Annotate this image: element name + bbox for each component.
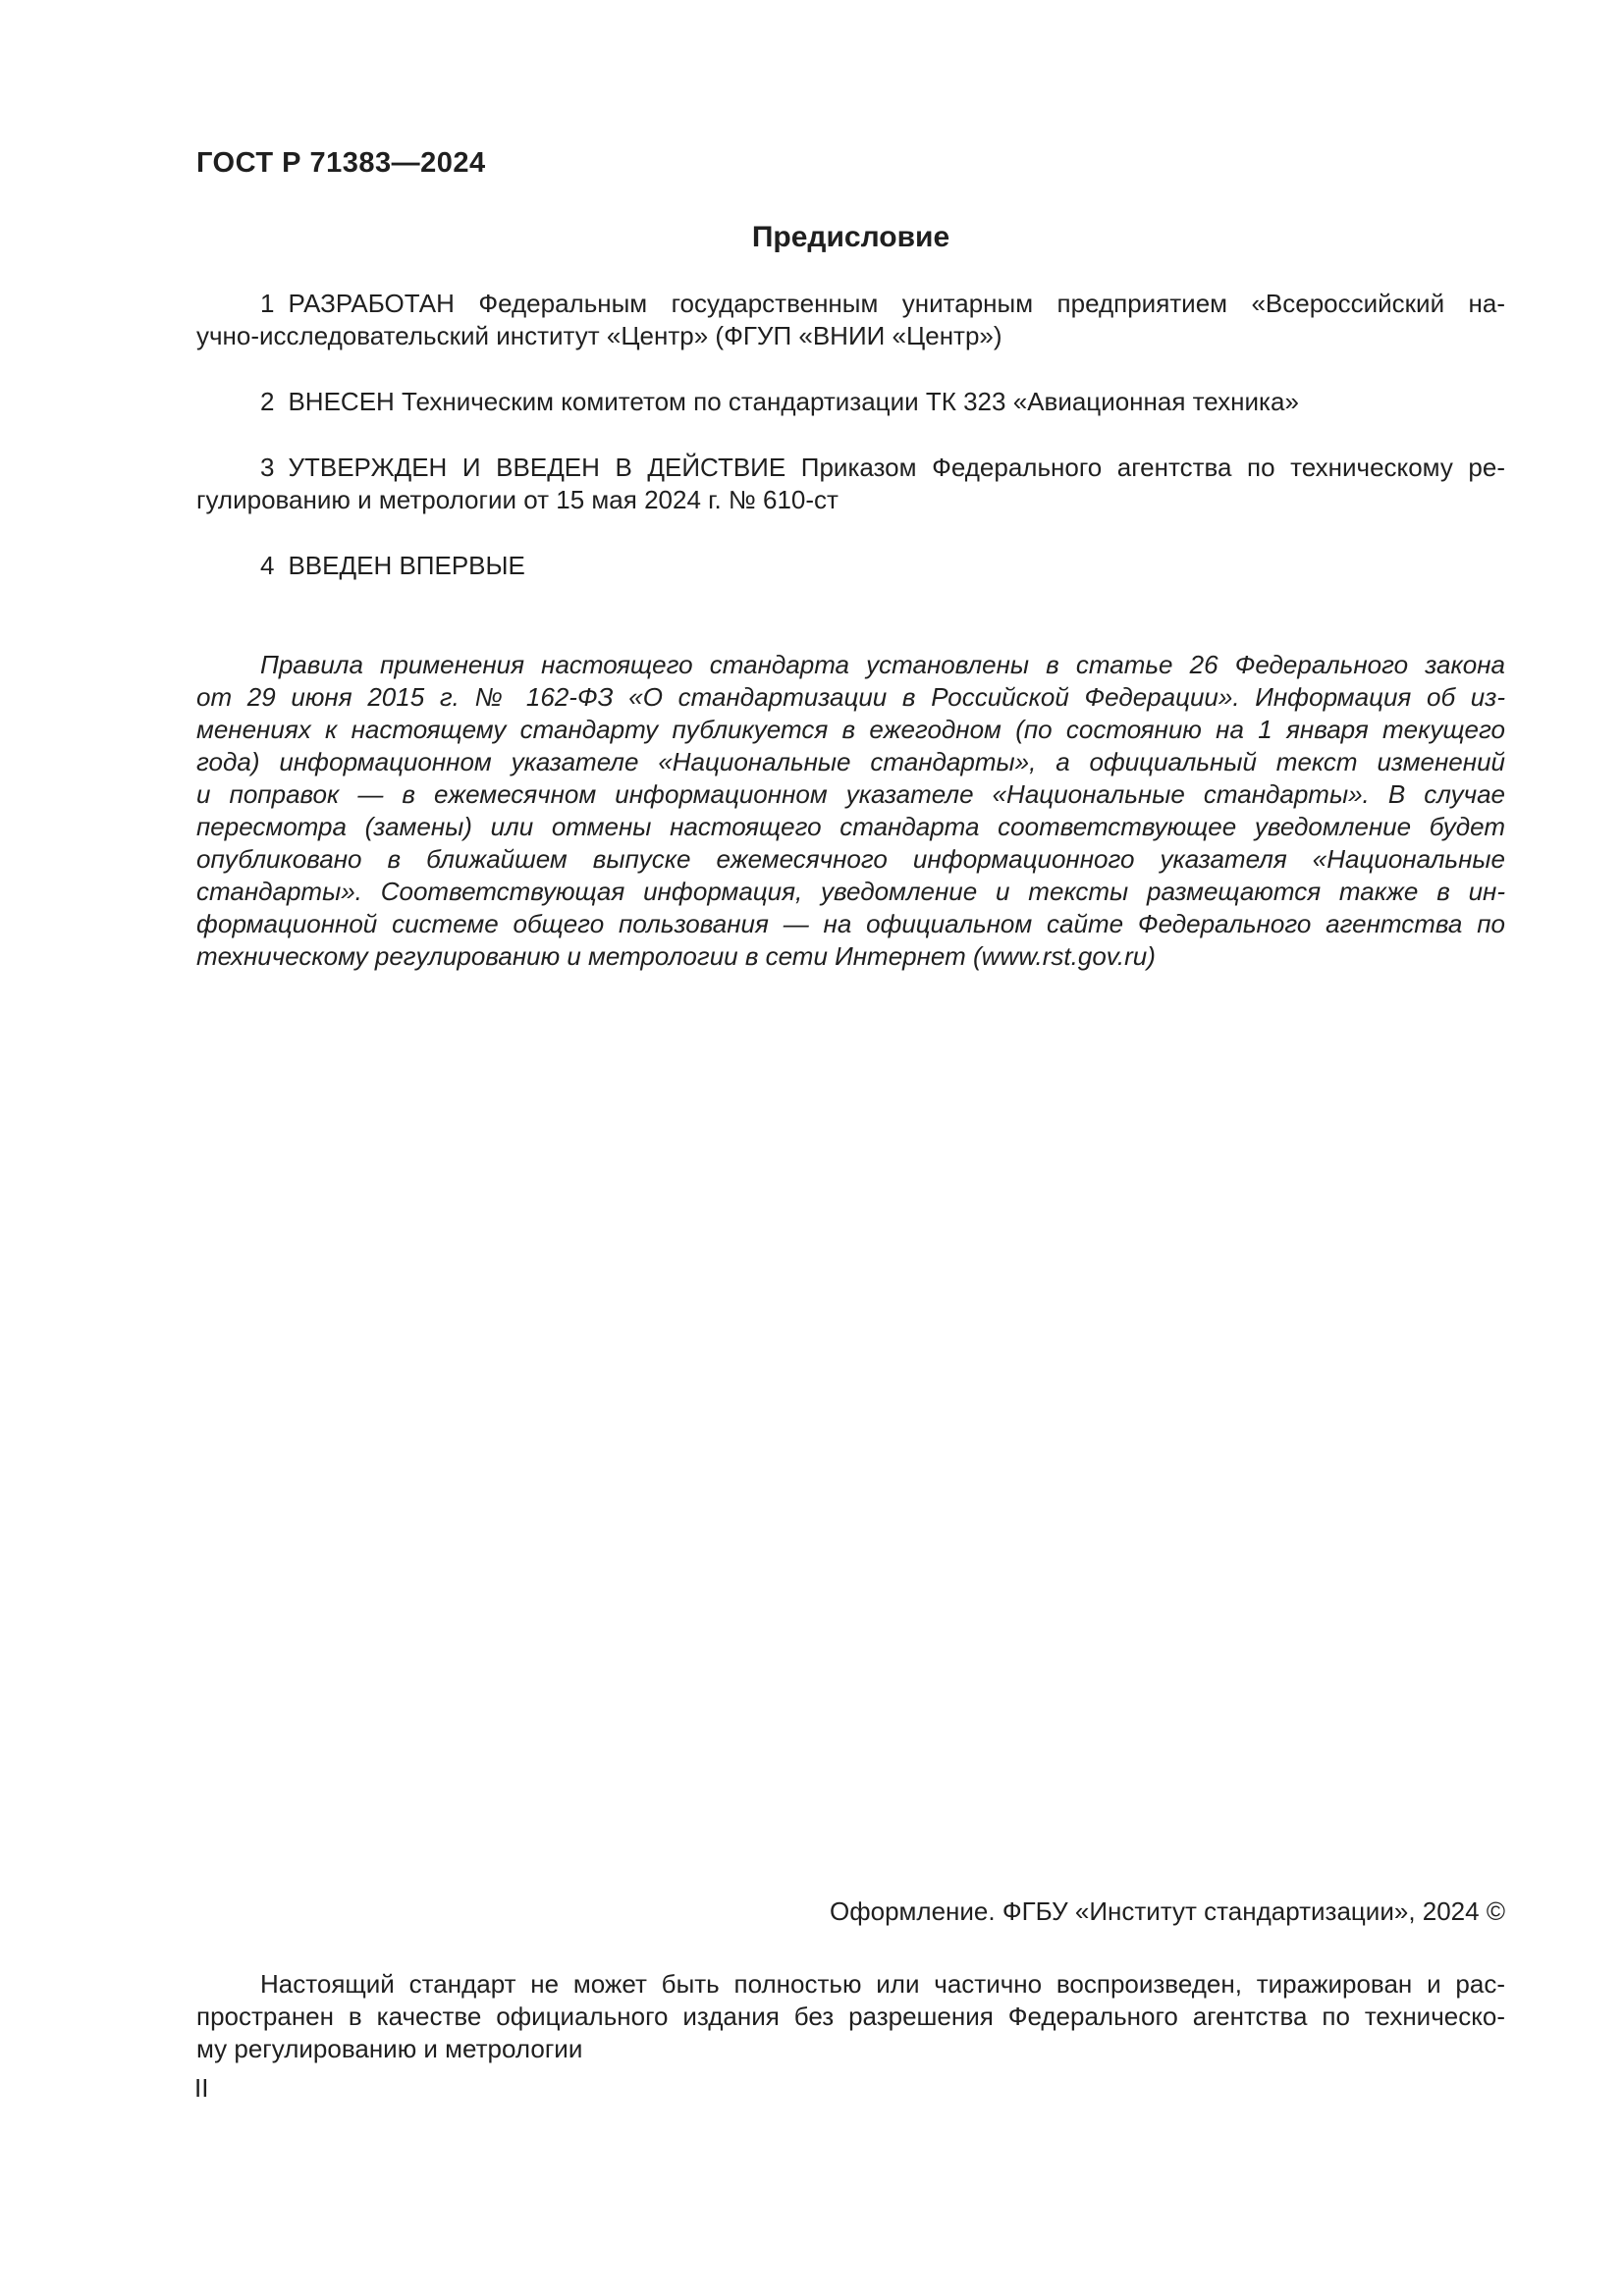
text-line: 4 ВВЕДЕН ВПЕРВЫЕ <box>260 551 525 580</box>
page-title: Предисловие <box>751 221 950 253</box>
page-number: II <box>194 2073 209 2103</box>
text-line: техническому регулированию и метрологии в сети Интернет (www.rst.gov.ru) <box>196 941 1156 971</box>
text-line: 1 РАЗРАБОТАН Федеральным государственным унитарным предприятием «Всероссийский на- <box>260 289 1505 318</box>
text-line: стандарты». Соответствующая информация, уведомление и тексты размещаются также в ин- <box>196 877 1505 906</box>
text-line: пересмотра (замены) или отмены настоящего стандарта соответствующее уведомление будет <box>196 812 1505 841</box>
foreword-list <box>196 288 1505 582</box>
text-line: года) информационном указателе «Национальные стандарты», а официальный текст изменений <box>196 747 1505 776</box>
item-number: 4 <box>260 551 275 580</box>
text-line: учно-исследовательский институт «Центр» (ФГУП «ВНИИ «Центр») <box>196 321 1002 350</box>
item-number: 3 <box>260 453 275 482</box>
text-line: гулированию и метрологии от 15 мая 2024 г. № 610-ст <box>196 485 839 514</box>
text-line: пространен в качестве официального издания без разрешения Федерального агентства по техническо- <box>196 2002 1505 2031</box>
foreword-item-2 <box>196 386 1505 418</box>
text-line: Настоящий стандарт не может быть полностью или частично воспроизведен, тиражирован и рас- <box>260 1969 1505 1999</box>
running-header: ГОСТ Р 71383—2024 <box>196 147 486 179</box>
legal-notice <box>196 1968 1505 2065</box>
text-line: 3 УТВЕРЖДЕН И ВВЕДЕН В ДЕЙСТВИЕ Приказом Федерального агентства по техническому ре- <box>260 453 1505 482</box>
rules-note <box>196 649 1505 973</box>
text-line: менениях к настоящему стандарту публикуется в ежегодном (по состоянию на 1 января текущего <box>196 715 1505 744</box>
item-number: 2 <box>260 387 275 416</box>
text-line: опубликовано в ближайшем выпуске ежемесячного информационного указателя «Национальные <box>196 844 1505 874</box>
text-line: му регулированию и метрологии <box>196 2034 583 2063</box>
text-line: 2 ВНЕСЕН Техническим комитетом по стандартизации ТК 323 «Авиационная техника» <box>260 387 1299 416</box>
text-line: Правила применения настоящего стандарта установлены в статье 26 Федерального закона <box>260 650 1505 679</box>
page-content <box>196 288 1505 973</box>
foreword-item-4 <box>196 550 1505 582</box>
text-line: формационной системе общего пользования — на официальном сайте Федерального агентства по <box>196 909 1505 938</box>
foreword-item-3 <box>196 452 1505 516</box>
item-number: 1 <box>260 289 275 318</box>
copyright-notice: © Оформление. ФГБУ «Институт стандартизации», 2024 <box>830 1896 1505 1926</box>
text-line: и поправок — в ежемесячном информационном указателе «Национальные стандарты». В случае <box>196 779 1505 809</box>
text-line: от 29 июня 2015 г. № 162-ФЗ «О стандартизации в Российской Федерации». Информация об из- <box>196 682 1505 712</box>
foreword-item-1 <box>196 288 1505 352</box>
